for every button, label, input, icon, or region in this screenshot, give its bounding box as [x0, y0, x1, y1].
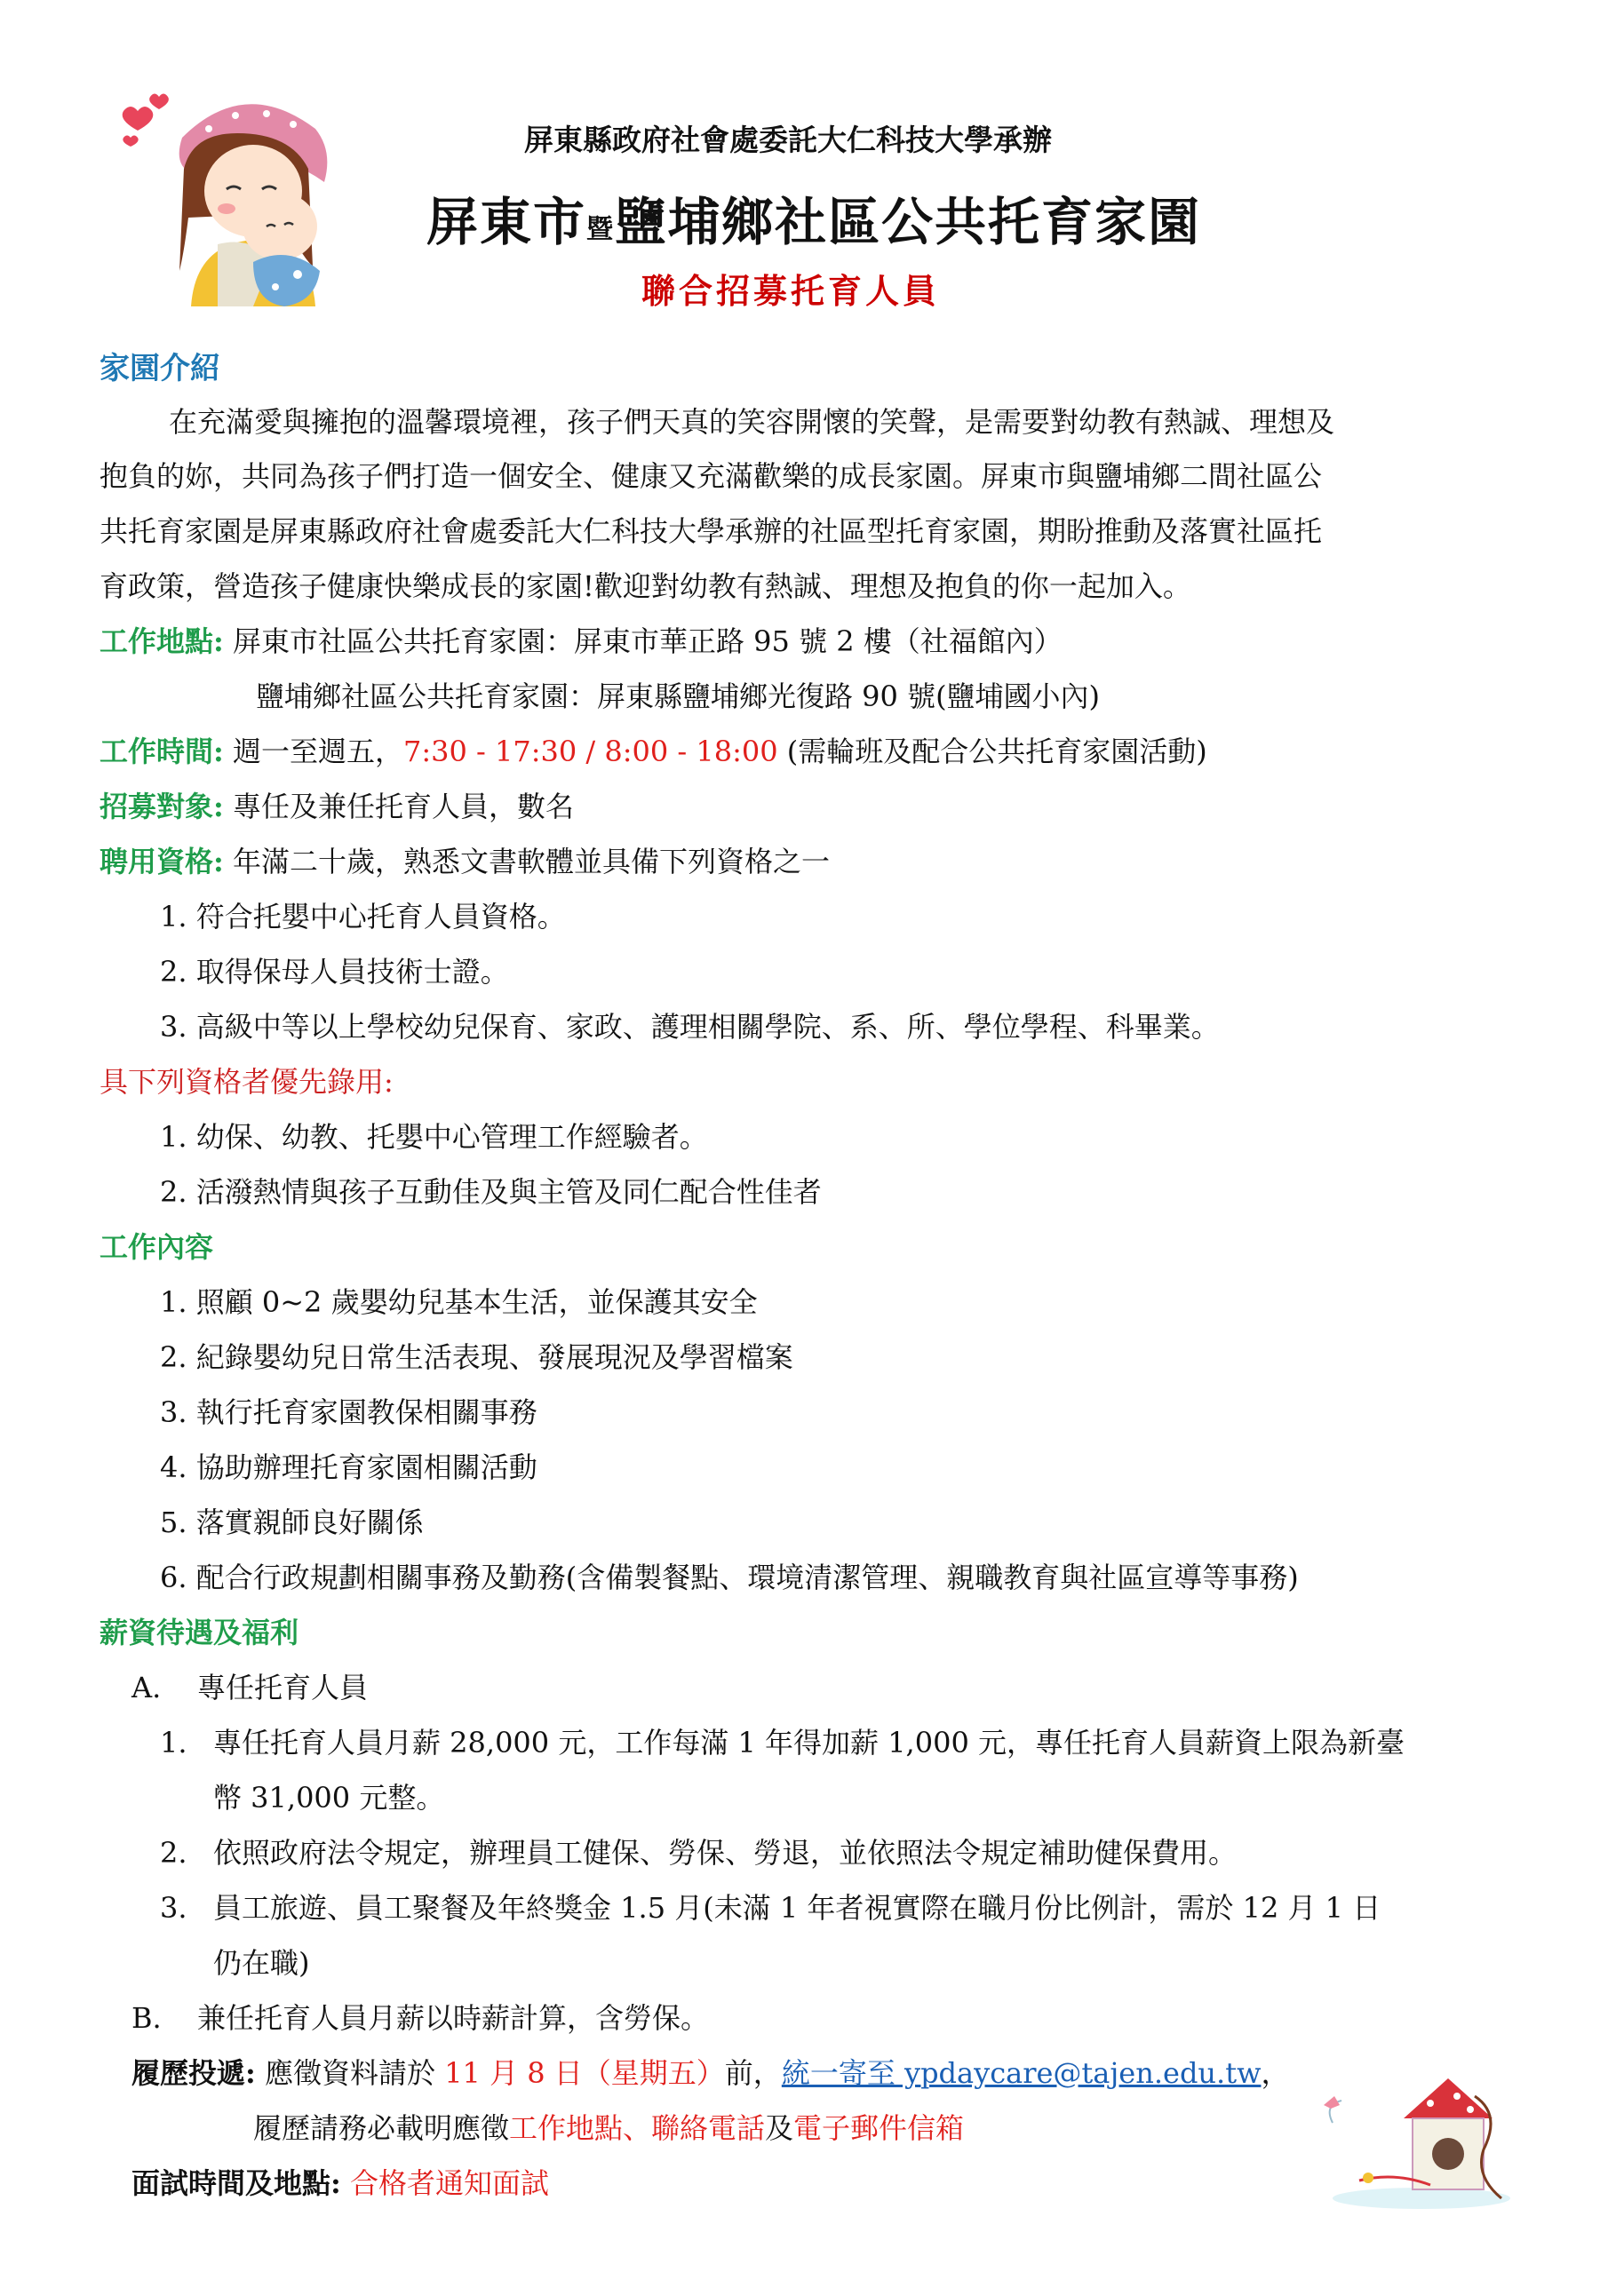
hours-row	[100, 724, 1207, 779]
sub-header: 屏東縣政府社會處委託大仁科技大學承辦	[524, 123, 1052, 157]
target-row	[100, 779, 574, 834]
salary-item-line: 幣 31,000 元整。	[213, 1781, 445, 1815]
list-item: 1. 符合托嬰中心托育人員資格。	[160, 900, 566, 933]
title-small: 暨	[586, 214, 616, 245]
resume-line2-a: 履歷請務必載明應徵	[253, 2111, 510, 2145]
hours-days: 週一至週五，	[233, 735, 404, 768]
duties-label: 工作內容	[100, 1230, 214, 1264]
resume-label: 履歷投遞:	[131, 2056, 256, 2090]
salary-item-num: 2.	[160, 1836, 187, 1870]
resume-text2: 前，	[724, 2056, 782, 2090]
list-item: 5. 落實親師良好關係	[160, 1506, 424, 1539]
list-item: 3. 執行托育家園教保相關事務	[160, 1395, 537, 1429]
qualification-row	[100, 834, 830, 889]
list-item: 1. 照顧 0~2 歲嬰幼兒基本生活，並保護其安全	[160, 1285, 758, 1319]
location-line2: 鹽埔鄉社區公共托育家園：屏東縣鹽埔鄉光復路 90 號(鹽埔國小內)	[256, 679, 1101, 713]
qualification-text: 年滿二十歲，熟悉文書軟體並具備下列資格之一	[233, 845, 831, 878]
intro-line-3: 共托育家園是屏東縣政府社會處委託大仁科技大學承辦的社區型托育家園，期盼推動及落實社區托	[100, 514, 1323, 548]
location-label: 工作地點:	[100, 624, 224, 658]
salary-item-num: 1.	[160, 1726, 187, 1760]
salary-item-line: 專任托育人員月薪 28,000 元，工作每滿 1 年得加薪 1,000 元，專任托育人員薪資上限為新臺	[213, 1726, 1405, 1760]
list-item: 3. 高級中等以上學校幼兒保育、家政、護理相關學院、系、所、學位學程、科畢業。	[160, 1010, 1220, 1044]
salary-label: 薪資待遇及福利	[100, 1616, 299, 1649]
location-line1: 屏東市社區公共托育家園：屏東市華正路 95 號 2 樓（社福館內）	[233, 624, 1063, 658]
target-text: 專任及兼任托育人員，數名	[233, 790, 575, 823]
salary-item-line: 依照政府法令規定，辦理員工健保、勞保、勞退，並依照法令規定補助健保費用。	[213, 1836, 1238, 1870]
salary-item-line: 仍在職)	[213, 1946, 310, 1980]
list-item: 2. 取得保母人員技術士證。	[160, 955, 509, 989]
hours-label: 工作時間:	[100, 735, 224, 768]
fairy-icon	[1324, 2096, 1340, 2109]
list-item: 4. 協助辦理托育家園相關活動	[160, 1450, 537, 1484]
intro-heading: 家園介紹	[100, 351, 220, 386]
intro-line-4: 育政策，營造孩子健康快樂成長的家園!歡迎對幼教有熱誠、理想及抱負的你一起加入。	[100, 569, 1191, 603]
resume-line2-d: 電子郵件信箱	[793, 2111, 965, 2145]
email-link[interactable]: 統一寄至 ypdaycare@tajen.edu.tw	[781, 2056, 1262, 2090]
resume-row	[131, 2046, 1289, 2101]
resume-comma: ，	[1261, 2056, 1290, 2090]
hours-times: 7:30 - 17:30 / 8:00 - 18:00	[403, 735, 778, 768]
location-row	[100, 614, 1063, 669]
priority-label: 具下列資格者優先錄用:	[100, 1065, 394, 1099]
intro-line-2: 抱負的妳，共同為孩子們打造一個安全、健康又充滿歡樂的成長家園。屏東市與鹽埔鄉二間社區公	[100, 459, 1323, 493]
interview-label: 面試時間及地點:	[131, 2166, 341, 2200]
salary-item-num: 3.	[160, 1891, 187, 1925]
salary-b-mark: B.	[131, 2001, 162, 2035]
list-item: 6. 配合行政規劃相關事務及勤務(含備製餐點、環境清潔管理、親職教育與社區宣導等事務)	[160, 1561, 1299, 1594]
resume-text1: 應徵資料請於	[265, 2056, 436, 2090]
mother-baby-illustration	[120, 84, 360, 306]
page-title	[426, 180, 1201, 255]
heart-icon	[123, 136, 138, 147]
title-part2: 鹽埔鄉社區公共托育家園	[615, 192, 1202, 252]
list-item: 2. 活潑熱情與孩子互動佳及與主管及同仁配合性佳者	[160, 1175, 822, 1209]
heart-icon	[123, 107, 154, 131]
recruit-title: 聯合招募托育人員	[641, 271, 941, 311]
heart-icon	[149, 94, 169, 110]
qualification-label: 聘用資格:	[100, 845, 224, 878]
resume-line2	[253, 2101, 964, 2156]
salary-a-title: 專任托育人員	[197, 1671, 369, 1704]
interview-row	[131, 2156, 549, 2211]
salary-b-text: 兼任托育人員月薪以時薪計算，含勞保。	[197, 2001, 710, 2035]
resume-line2-c: 及	[765, 2111, 794, 2145]
title-part1: 屏東市	[426, 192, 587, 252]
salary-a-mark: A.	[131, 1671, 162, 1704]
interview-text: 合格者通知面試	[350, 2166, 550, 2200]
intro-line-1: 在充滿愛與擁抱的溫馨環境裡，孩子們天真的笑容開懷的笑聲，是需要對幼教有熱誠、理想及	[169, 405, 1335, 439]
target-label: 招募對象:	[100, 790, 224, 823]
birdhouse-illustration	[1306, 2070, 1519, 2212]
resume-line2-b: 工作地點、聯絡電話	[509, 2111, 766, 2145]
resume-deadline: 11 月 8 日（星期五）	[444, 2056, 725, 2090]
list-item: 1. 幼保、幼教、托嬰中心管理工作經驗者。	[160, 1120, 708, 1154]
hours-note: (需輪班及配合公共托育家園活動)	[786, 735, 1207, 768]
list-item: 2. 紀錄嬰幼兒日常生活表現、發展現況及學習檔案	[160, 1340, 793, 1374]
salary-item-line: 員工旅遊、員工聚餐及年終獎金 1.5 月(未滿 1 年者視實際在職月份比例計，需於 12 月 1 日	[213, 1891, 1381, 1925]
